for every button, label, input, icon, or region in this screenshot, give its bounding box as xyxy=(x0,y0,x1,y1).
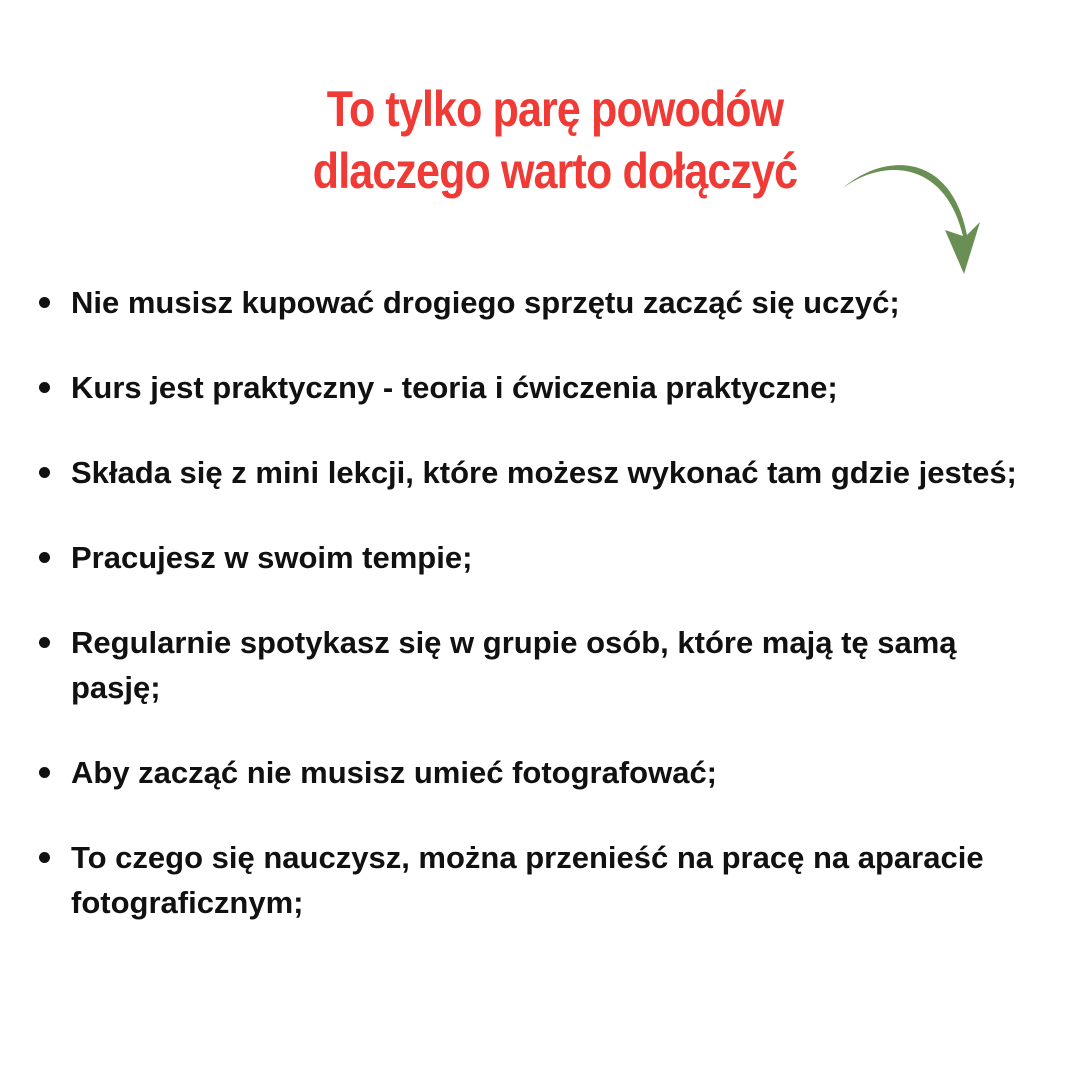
bullet-icon xyxy=(39,467,50,478)
bullet-icon xyxy=(39,552,50,563)
list-item xyxy=(36,450,1046,495)
bullet-icon xyxy=(39,637,50,648)
heading-line-2: dlaczego warto dołączyć xyxy=(312,143,798,199)
list-item-text: Pracujesz w swoim tempie; xyxy=(71,540,473,575)
list-item-text: Aby zacząć nie musisz umieć fotografować; xyxy=(71,755,718,790)
list-item xyxy=(36,620,1046,710)
list-item xyxy=(36,750,1046,795)
bullet-icon xyxy=(39,297,50,308)
list-item xyxy=(36,365,1046,410)
list-item-text: To czego się nauczysz, można przenieść na pracę na aparacie fotograficznym; xyxy=(71,840,984,920)
reasons-list xyxy=(36,280,1046,965)
list-item-text: Kurs jest praktyczny - teoria i ćwiczenia praktyczne; xyxy=(71,370,838,405)
list-item xyxy=(36,280,1046,325)
list-item xyxy=(36,535,1046,580)
list-item-text: Składa się z mini lekcji, które możesz wykonać tam gdzie jesteś; xyxy=(71,455,1017,490)
bullet-icon xyxy=(39,382,50,393)
list-item-text: Nie musisz kupować drogiego sprzętu zacząć się uczyć; xyxy=(71,285,900,320)
bullet-icon xyxy=(39,767,50,778)
curved-arrow-down-icon xyxy=(835,150,995,285)
bullet-icon xyxy=(39,852,50,863)
heading-line-1: To tylko parę powodów xyxy=(326,81,784,137)
list-item-text: Regularnie spotykasz się w grupie osób, które mają tę samą pasję; xyxy=(71,625,957,705)
list-item xyxy=(36,835,1046,925)
